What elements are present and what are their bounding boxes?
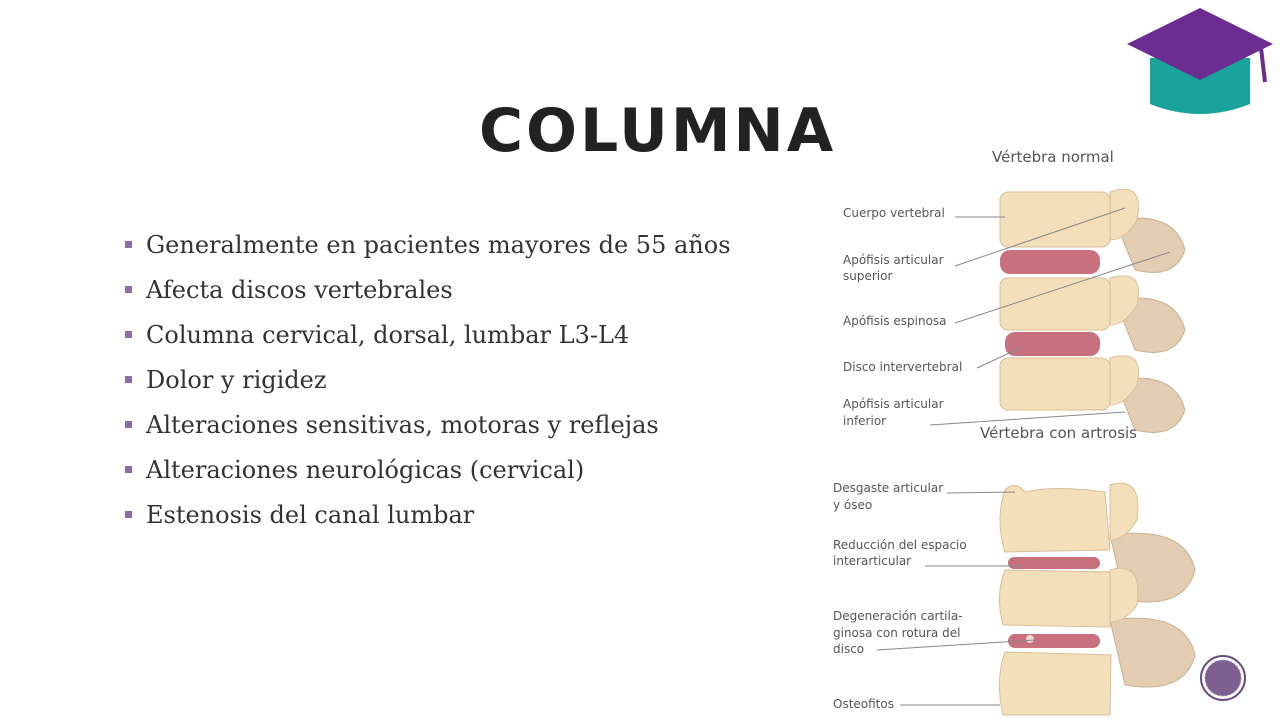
arthritic-vertebrae-illustration xyxy=(877,483,1195,715)
label-degeneracion-line1: Degeneración cartila- xyxy=(833,609,963,623)
label-apofisis-superior-line2: superior xyxy=(843,269,893,283)
label-osteofitos: Osteofitos xyxy=(833,697,894,711)
list-item xyxy=(120,447,731,492)
bullet-text: Alteraciones neurológicas (cervical) xyxy=(146,455,585,484)
label-apofisis-espinosa: Apófisis espinosa xyxy=(843,314,947,328)
bullet-list xyxy=(120,222,731,537)
label-disco-intervertebral: Disco intervertebral xyxy=(843,360,963,374)
bullet-text: Dolor y rigidez xyxy=(146,365,327,394)
bullet-marker-icon xyxy=(125,511,132,518)
list-item xyxy=(120,267,731,312)
list-item xyxy=(120,357,731,402)
spine-diagram xyxy=(825,140,1225,720)
bullet-marker-icon xyxy=(125,241,132,248)
list-item xyxy=(120,492,731,537)
bullet-marker-icon xyxy=(125,376,132,383)
bullet-text: Afecta discos vertebrales xyxy=(146,275,453,304)
normal-vertebra-heading: Vértebra normal xyxy=(992,148,1114,166)
slide-title: COLUMNA xyxy=(479,96,837,166)
list-item xyxy=(120,402,731,447)
bullet-text: Columna cervical, dorsal, lumbar L3-L4 xyxy=(146,320,630,349)
bullet-text: Estenosis del canal lumbar xyxy=(146,500,475,529)
label-apofisis-inferior-line1: Apófisis articular xyxy=(843,397,944,411)
bullet-text: Generalmente en pacientes mayores de 55 años xyxy=(146,230,731,259)
graduation-cap-icon xyxy=(1125,6,1275,118)
bullet-marker-icon xyxy=(125,286,132,293)
label-desgaste-line2: y óseo xyxy=(833,498,873,512)
bullet-text: Alteraciones sensitivas, motoras y reflejas xyxy=(146,410,659,439)
label-desgaste-line1: Desgaste articular xyxy=(833,481,944,495)
bullet-marker-icon xyxy=(125,466,132,473)
list-item xyxy=(120,222,731,267)
label-cuerpo-vertebral: Cuerpo vertebral xyxy=(843,206,945,220)
bullet-marker-icon xyxy=(125,421,132,428)
label-apofisis-superior-line1: Apófisis articular xyxy=(843,253,944,267)
label-degeneracion-line3: disco xyxy=(833,642,865,656)
artrosis-vertebra-heading: Vértebra con artrosis xyxy=(980,424,1138,442)
label-degeneracion-line2: ginosa con rotura del xyxy=(833,626,961,640)
normal-vertebrae-illustration xyxy=(930,189,1185,432)
list-item xyxy=(120,312,731,357)
circle-nav-icon[interactable] xyxy=(1199,654,1247,702)
label-apofisis-inferior-line2: inferior xyxy=(843,414,887,428)
label-reduccion-line1: Reducción del espacio xyxy=(833,538,967,552)
label-reduccion-line2: interarticular xyxy=(833,554,912,568)
bullet-marker-icon xyxy=(125,331,132,338)
